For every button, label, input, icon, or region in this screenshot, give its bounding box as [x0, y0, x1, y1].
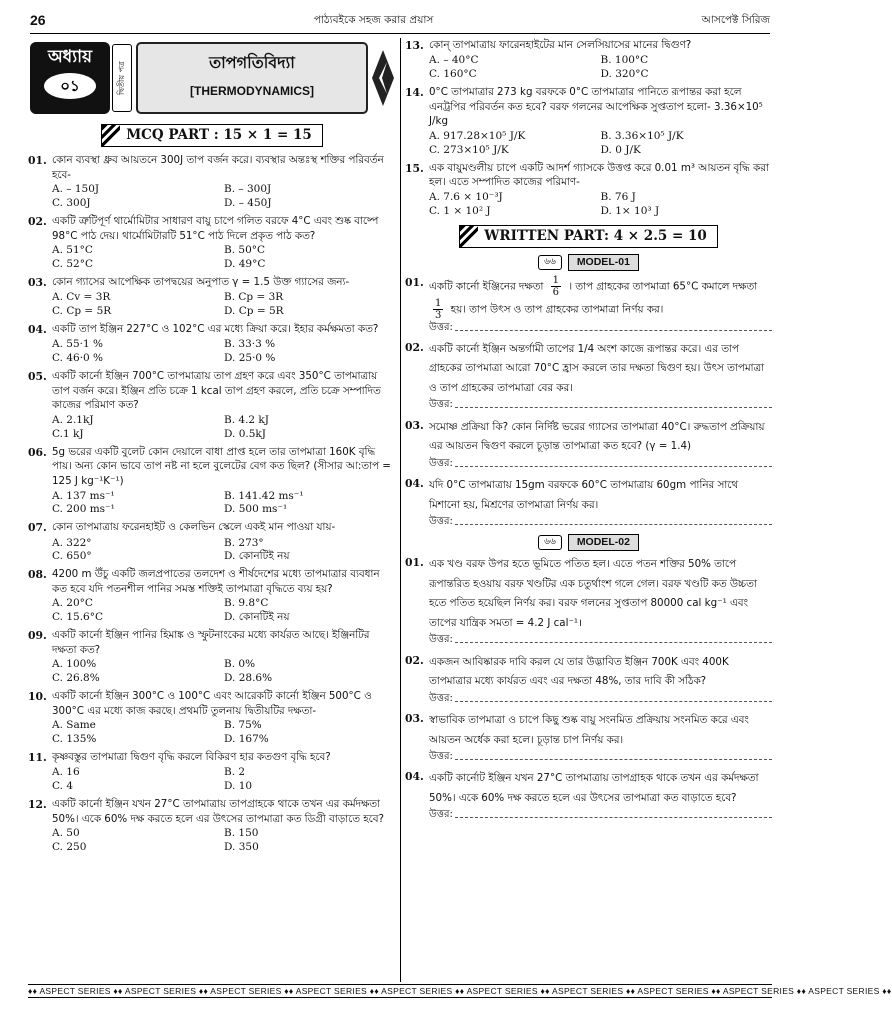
mcq-question: 06. 5g ভরের একটি বুলেট কোন দেয়ালে বাধা প্রাপ্ত হলে তার তাপমাত্রা 160K বৃদ্ধি পায়। অন্য কোন ভাবে তাপ নষ্ট না হলে বুলেটের বেগ কত ছিল? (সীসার আ:তাপ = 125 J kg⁻¹K⁻¹) A. 137 ms⁻¹ B. 141.42 ms⁻¹ C. 200 ms⁻¹ D. 500 ms⁻¹ [28, 445, 396, 518]
mcq-option[interactable]: D. Cp = 5R [224, 305, 284, 318]
mcq-question: 05. একটি কার্নো ইঞ্জিন 700°C তাপমাত্রায় তাপ গ্রহণ করে এবং 350°C তাপমাত্রায় তাপ বর্জন করে। ইঞ্জিন প্রতি চক্রে 1 kcal তাপ গ্রহণ করলে, প্রতি চক্রে সম্পাদিত কাজের পরিমাণ কত? A. 2.1kJ B. 4.2 kJ C.1 kJ D. 0.5kJ [28, 369, 396, 442]
model-prefix: ৬৬ [538, 535, 562, 550]
mcq-option[interactable]: B. 3.36×10⁵ J/K [600, 129, 684, 142]
mcq-option[interactable]: B. 50°C [224, 244, 266, 257]
mcq-option[interactable]: A. – 40°C [429, 54, 479, 67]
mcq-option[interactable]: B. 141.42 ms⁻¹ [224, 489, 304, 502]
mcq-options [405, 130, 772, 158]
written-question: 01. এক খণ্ড বরফ উপর হতে ভূমিতে পতিত হল। এতে পতন শক্তির 50% তাপে রূপান্তরিত হওয়ায় বরফ খণ্ডটির এক চতুর্থাংশ গলে গেল। বরফ খণ্ডটি কত উচ্চতা হতে পতিত হয়েছিল নির্ণয় কর। বরফ গলনের সুপ্ততাপ 80000 cal kg⁻¹ এবং তাপের যান্ত্রিক সমতা = 4.2 J cal⁻¹। উত্তর: [405, 555, 772, 647]
mcq-option[interactable]: A. Cv = 3R [52, 291, 111, 304]
mcq-list-right [405, 38, 772, 219]
chapter-number: ০১ [44, 73, 96, 99]
mcq-option[interactable]: C. 135% [52, 733, 97, 746]
mcq-option[interactable]: D. 28.6% [224, 672, 273, 685]
answer-line[interactable]: উত্তর: [429, 750, 772, 764]
mcq-options [28, 338, 396, 366]
mcq-option[interactable]: C. 26.8% [52, 672, 100, 685]
mcq-options [28, 827, 396, 855]
mcq-option[interactable]: D. 320°C [600, 68, 649, 81]
mcq-option[interactable]: B. 0% [224, 658, 256, 671]
mcq-options [28, 719, 396, 747]
fraction: $\frac{1}{6}$ [552, 274, 560, 298]
mcq-options [28, 291, 396, 319]
chapter-banner [28, 40, 396, 118]
mcq-options [28, 766, 396, 794]
chapter-label: অধ্যায় [47, 47, 93, 67]
mcq-option[interactable]: D. কোনটিই নয় [224, 611, 290, 624]
mcq-question: 04. একটি তাপ ইঞ্জিন 227°C ও 102°C এর মধ্যে ক্রিয়া করে। ইহার কর্মক্ষমতা কত? A. 55·1 % B. 33·3 % C. 46·0 % D. 25·0 % [28, 322, 396, 366]
mcq-option[interactable]: D. 0.5kJ [224, 427, 266, 440]
mcq-option[interactable]: D. 350 [224, 841, 259, 854]
mcq-option[interactable]: C.1 kJ [52, 427, 84, 440]
mcq-option[interactable]: A. 51°C [52, 244, 93, 257]
page-header [30, 8, 770, 34]
right-column [405, 38, 772, 982]
mcq-option[interactable]: B. – 300J [224, 183, 272, 196]
mcq-option[interactable]: C. 15.6°C [52, 611, 103, 624]
mcq-question: 01. কোন ব্যবস্থা ধ্রুব আয়তনে 300J তাপ বর্জন করে। ব্যবস্থার অন্তঃস্থ শক্তির পরিবর্তন হবে- A. – 150J B. – 300J C. 300J D. – 450J [28, 153, 396, 211]
mcq-option[interactable]: A. Same [52, 719, 96, 732]
header-series-name: আসপেক্ট সিরিজ [701, 14, 770, 27]
mcq-option[interactable]: B. 150 [224, 827, 259, 840]
mcq-question: 13. কোন্ তাপমাত্রায় ফারেনহাইটের মান সেলসিয়াসের মানের দ্বিগুণ? A. – 40°C B. 100°C C. 160°C D. 320°C [405, 38, 772, 82]
header-center-text: পাঠ্যবইকে সহজ করার প্রয়াস [313, 14, 434, 27]
mcq-options [28, 537, 396, 565]
written-question: 03. সমোষ্ণ প্রক্রিয়া কি? কোন নির্দিষ্ট ভরের গ্যাসের তাপমাত্রা 40°C। রুদ্ধতাপ প্রক্রিয়ায় এর আয়তন দ্বিগুণ করলে চূড়ান্ত তাপমাত্রা কত হবে? (γ = 1.4) উত্তর: [405, 418, 772, 471]
mcq-option[interactable]: A. – 150J [52, 183, 100, 196]
written-question: 02. একটি কার্নো ইঞ্জিন অন্তর্গামী তাপের 1/4 অংশ কাজে রূপান্তর করে। এর তাপ গ্রাহকের তাপমাত্রা আরো 70°C হ্রাস করলে তার দক্ষতা দ্বিগুণ হয়। উৎস তাপমাত্রা ও তাপ গ্রাহকের তাপমাত্রা বের কর। উত্তর: [405, 340, 772, 413]
mcq-option[interactable]: C. 273×10⁵ J/K [429, 143, 509, 156]
mcq-option[interactable]: C. 650° [52, 550, 92, 563]
page-number: 26 [30, 11, 46, 28]
mcq-option[interactable]: C. 160°C [429, 68, 477, 81]
mcq-option[interactable]: C. Cp = 5R [52, 305, 112, 318]
model-02-heading [405, 534, 772, 551]
chapter-title-box [136, 42, 368, 114]
mcq-option[interactable]: B. Cp = 3R [224, 291, 284, 304]
mcq-question: 11. কৃষ্ণবস্তুর তাপমাত্রা দ্বিগুণ বৃদ্ধি করলে বিকিরণ হার কতগুণ বৃদ্ধি হবে? A. 16 B. 2 C. 4 D. 10 [28, 750, 396, 794]
mcq-question: 10. একটি কার্নো ইঞ্জিন 300°C ও 100°C এবং আরেকটি কার্নো ইঞ্জিন 500°C ও 300°C এর মধ্যে কাজ করছে। প্রথমটি তুলনায় দ্বিতীয়টির দক্ষতা- A. Same B. 75% C. 135% D. 167% [28, 689, 396, 747]
answer-line[interactable]: উত্তর: [429, 321, 772, 335]
mcq-option[interactable]: A. 322° [52, 536, 92, 549]
mcq-options [405, 191, 772, 219]
mcq-option[interactable]: D. 49°C [224, 258, 266, 271]
mcq-option[interactable]: D. কোনটিই নয় [224, 550, 290, 563]
mcq-option[interactable]: B. 9.8°C [224, 597, 269, 610]
answer-line[interactable]: উত্তর: [429, 808, 772, 822]
mcq-option[interactable]: B. 100°C [600, 54, 649, 67]
written-question: 04. যদি 0°C তাপমাত্রায় 15gm বরফকে 60°C তাপমাত্রায় 60gm পানির সাথে মিশানো হয়, মিশ্রণের তাপমাত্রা নির্ণয় কর। উত্তর: [405, 476, 772, 529]
mcq-option[interactable]: A. 55·1 % [52, 338, 103, 351]
model-01-heading [405, 254, 772, 271]
mcq-option[interactable]: A. 20°C [52, 597, 93, 610]
mcq-option[interactable]: A. 137 ms⁻¹ [52, 489, 115, 502]
written-question: 04. একটি কার্নোট ইঞ্জিন যখন 27°C তাপমাত্রায় তাপগ্রাহক থাকে তখন এর কর্মদক্ষতা 50%। একে 60% দক্ষ করতে হলে এর উৎসের তাপমাত্রা কত বাড়াতে হবে? উত্তর: [405, 769, 772, 822]
answer-line[interactable]: উত্তর: [429, 515, 772, 529]
mcq-question: 07. কোন তাপমাত্রায় ফরেনহাইট ও কেলভিন স্কেলে একই মান পাওয়া যায়- A. 322° B. 273° C. 650° D. কোনটিই নয় [28, 520, 396, 564]
mcq-option[interactable]: A. 100% [52, 658, 97, 671]
mcq-options [28, 597, 396, 625]
chapter-title-bangla: তাপগতিবিদ্যা [209, 53, 295, 72]
page-footer: ♦♦ ASPECT SERIES ♦♦ ASPECT SERIES ♦♦ ASPECT SERIES ♦♦ ASPECT SERIES ♦♦ ASPECT SERIES ♦♦ ASPECT SERIES ♦♦ ASPECT SERIES ♦♦ ASPECT SERIES ♦♦ ASPECT SERIES ♦♦ ASPECT SERIES ♦♦ [28, 986, 892, 996]
mcq-option[interactable]: C. 200 ms⁻¹ [52, 503, 115, 516]
mcq-question: 03. কোন গ্যাসের আপেক্ষিক তাপদ্বয়ের অনুপাত γ = 1.5 উক্ত গ্যাসের জন্য- A. Cv = 3R B. Cp = 3R C. Cp = 5R D. Cp = 5R [28, 275, 396, 319]
mcq-option[interactable]: D. 10 [224, 780, 253, 793]
written-question: 03. স্বাভাবিক তাপমাত্রা ও চাপে কিছু শুষ্ক বায়ু সংনমিত প্রক্রিয়ায় সংনমিত করে এবং আয়তন অর্ধেক করা হলে। চূড়ান্ত চাপ নির্ণয় কর। উত্তর: [405, 711, 772, 764]
mcq-options [28, 244, 396, 272]
mcq-question: 08. 4200 m উঁচু একটি জলপ্রপাতের তলদেশ ও শীর্ষদেশের মধ্যে তাপমাত্রার ব্যবধান কত হবে যদি পতনশীল পানির সমস্ত শক্তিই তাপমাত্রা বৃদ্ধিতে ব্যয় হয়? A. 20°C B. 9.8°C C. 15.6°C D. কোনটিই নয় [28, 567, 396, 625]
mcq-question: 14. 0°C তাপমাত্রার 273 kg বরফকে 0°C তাপমাত্রার পানিতে রূপান্তর করা হলে এনট্রপির পরিবর্তন কত হবে? বরফ গলনের আপেক্ষিক সুপ্ততাপ হলো- 3.36×10⁵ J/kg A. 917.28×10⁵ J/K B. 3.36×10⁵ J/K C. 273×10⁵ J/K D. 0 J/K [405, 85, 772, 158]
mcq-option[interactable]: B. 76 J [600, 190, 636, 203]
fraction: $\frac{1}{3}$ [435, 297, 442, 321]
mcq-option[interactable]: B. 75% [224, 719, 262, 732]
mcq-option[interactable]: C. 1 × 10² J [429, 204, 491, 217]
mcq-option[interactable]: A. 917.28×10⁵ J/K [429, 129, 526, 142]
mcq-option[interactable]: D. 1× 10³ J [600, 204, 660, 217]
mcq-option[interactable]: B. 4.2 kJ [224, 413, 269, 426]
mcq-question: 02. একটি ত্রুটিপূর্ণ থার্মোমিটার সাধারণ বায়ু চাপে গলিত বরফে 4°C এবং শুষ্ক বাষ্পে 98°C পাঠ দেয়। থার্মোমিটারটি 51°C পাঠ দিলে প্রকৃত পাঠ কত? A. 51°C B. 50°C C. 52°C D. 49°C [28, 214, 396, 272]
answer-line[interactable]: উত্তর: [429, 457, 772, 471]
mcq-option[interactable]: C. 4 [52, 780, 74, 793]
mcq-options [405, 54, 772, 82]
mcq-section-heading: MCQ PART : 15 × 1 = 15 [28, 124, 396, 147]
mcq-option[interactable]: D. 500 ms⁻¹ [224, 503, 288, 516]
answer-line[interactable]: উত্তর: [429, 398, 772, 412]
model-title: MODEL-01 [568, 254, 639, 271]
written-section-heading: WRITTEN PART: 4 × 2.5 = 10 [405, 225, 772, 248]
mcq-option[interactable]: D. – 450J [224, 197, 272, 210]
mcq-option[interactable]: A. 50 [52, 827, 80, 840]
mcq-options [28, 414, 396, 442]
mcq-option[interactable]: A. 16 [52, 766, 80, 779]
paper-tag: দ্বিতীয় পত্র [112, 44, 132, 112]
mcq-option[interactable]: C. 300J [52, 197, 91, 210]
mcq-options [28, 658, 396, 686]
left-column [28, 38, 396, 982]
mcq-options [28, 490, 396, 518]
mcq-option[interactable]: D. 25·0 % [224, 352, 276, 365]
mcq-option[interactable]: B. 273° [224, 536, 264, 549]
mcq-option[interactable]: B. 33·3 % [224, 338, 276, 351]
model-title: MODEL-02 [568, 534, 639, 551]
mcq-option[interactable]: A. 2.1kJ [52, 413, 94, 426]
answer-line[interactable]: উত্তর: [429, 692, 772, 706]
answer-line[interactable]: উত্তর: [429, 633, 772, 647]
mcq-question: 15. এক বায়ুমণ্ডলীয় চাপে একটি আদর্শ গ্যাসকে উত্তপ্ত করে 0.01 m³ আয়তন বৃদ্ধি করা হল। এতে সম্পাদিত কাজের পরিমাণ- A. 7.6 × 10⁻³J B. 76 J C. 1 × 10² J D. 1× 10³ J [405, 161, 772, 219]
chapter-title-english: [THERMODYNAMICS] [190, 83, 314, 98]
mcq-option[interactable]: A. 7.6 × 10⁻³J [429, 190, 503, 203]
mcq-question: 12. একটি কার্নো ইঞ্জিন যখন 27°C তাপমাত্রায় তাপগ্রাহকে থাকে তখন এর কর্মদক্ষতা 50%। একে 60% দক্ষ করতে হলে এর উৎসের তাপমাত্রা কত ডিগ্রী বাড়াতে হবে? A. 50 B. 150 C. 250 D. 350 [28, 797, 396, 855]
column-divider [400, 38, 401, 982]
mcq-list-left [28, 153, 396, 855]
model-prefix: ৬৬ [538, 255, 562, 270]
mcq-options [28, 183, 396, 211]
mcq-option[interactable]: D. 0 J/K [600, 143, 641, 156]
written-question: 01. একটি কার্নো ইঞ্জিনের দক্ষতা $\frac{1}{6}$ । তাপ গ্রাহকের তাপমাত্রা 65°C কমালে দক্ষতা $\frac{1}{3}$ হয়। তাপ উৎস ও তাপ গ্রাহকের তাপমাত্রা নির্ণয় কর। [405, 274, 758, 321]
chapter-badge [30, 42, 110, 114]
mcq-option[interactable]: D. 167% [224, 733, 269, 746]
mcq-option[interactable]: C. 52°C [52, 258, 93, 271]
written-question: 02. একজন আবিষ্কারক দাবি করল যে তার উদ্ভাবিত ইঞ্জিন 700K এবং 400K তাপমাত্রার মধ্যে কার্যরত এবং এর দক্ষতা 48%, তার দাবি কী সঠিক? উত্তর: [405, 653, 772, 706]
chevron-diamond-icon [370, 48, 396, 108]
mcq-option[interactable]: B. 2 [224, 766, 246, 779]
mcq-option[interactable]: C. 46·0 % [52, 352, 104, 365]
mcq-option[interactable]: C. 250 [52, 841, 87, 854]
mcq-question: 09. একটি কার্নো ইঞ্জিন পানির হিমাঙ্ক ও স্ফুটনাংকের মধ্যে কার্যরত আছে। ইঞ্জিনটির দক্ষতা কত? A. 100% B. 0% C. 26.8% D. 28.6% [28, 628, 396, 686]
